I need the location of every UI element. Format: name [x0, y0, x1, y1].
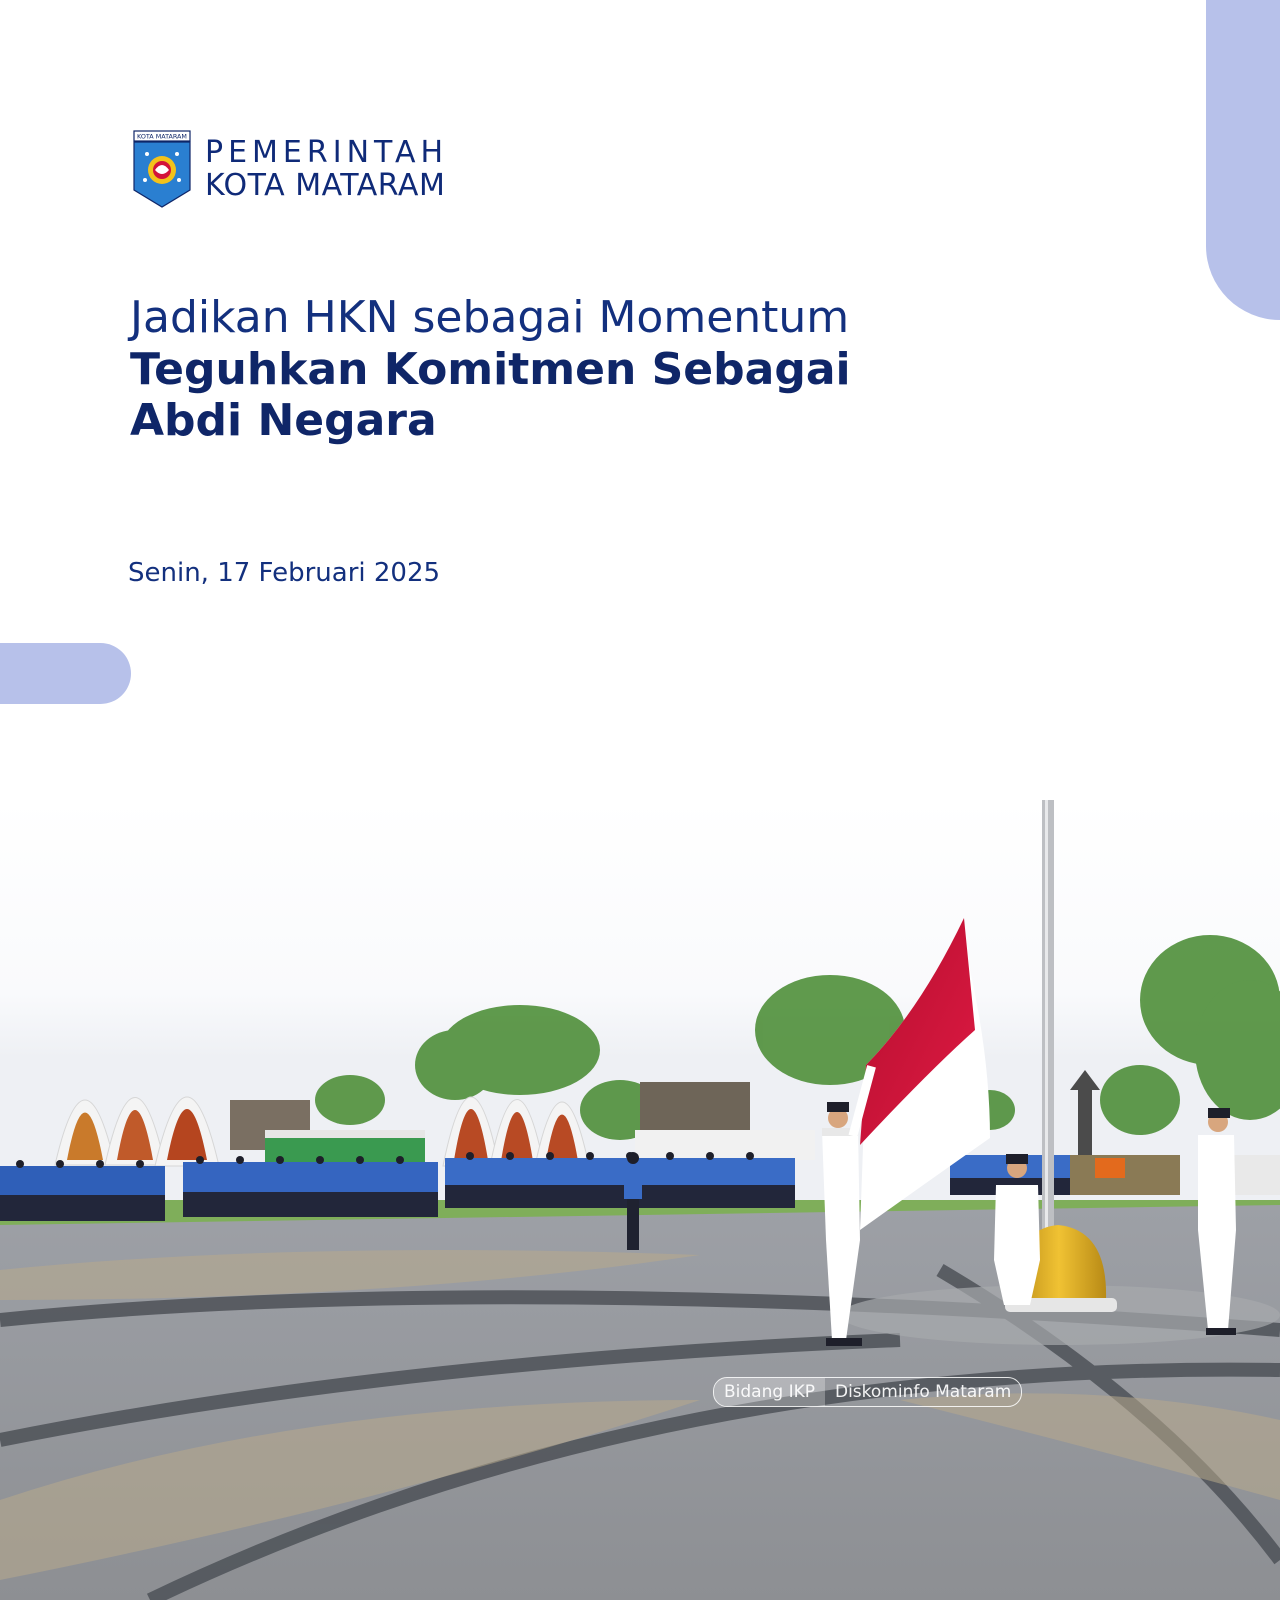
headline [130, 292, 1030, 446]
watermark-diskominfo: Diskominfo Mataram [834, 1382, 1012, 1402]
headline-title-line2: Abdi Negara [130, 395, 437, 446]
decorative-pill-shape [0, 643, 131, 704]
headline-subtitle: Jadikan HKN sebagai Momentum [130, 292, 850, 343]
logo-line-city: KOTA MATARAM [205, 168, 446, 203]
flag-ceremony-photo [0, 800, 1280, 1600]
event-date: Senin, 17 Februari 2025 [128, 558, 441, 588]
government-logo [133, 130, 448, 208]
decorative-corner-shape [1206, 0, 1280, 320]
photo-credit-watermark [713, 1377, 1022, 1407]
headline-title-line1: Teguhkan Komitmen Sebagai [130, 344, 851, 395]
emblem-text: KOTA MATARAM [137, 132, 187, 141]
kota-mataram-emblem-icon [133, 130, 191, 208]
watermark-bidang: Bidang IKP [714, 1378, 825, 1406]
logo-line-pemerintah: PEMERINTAH [205, 135, 449, 170]
